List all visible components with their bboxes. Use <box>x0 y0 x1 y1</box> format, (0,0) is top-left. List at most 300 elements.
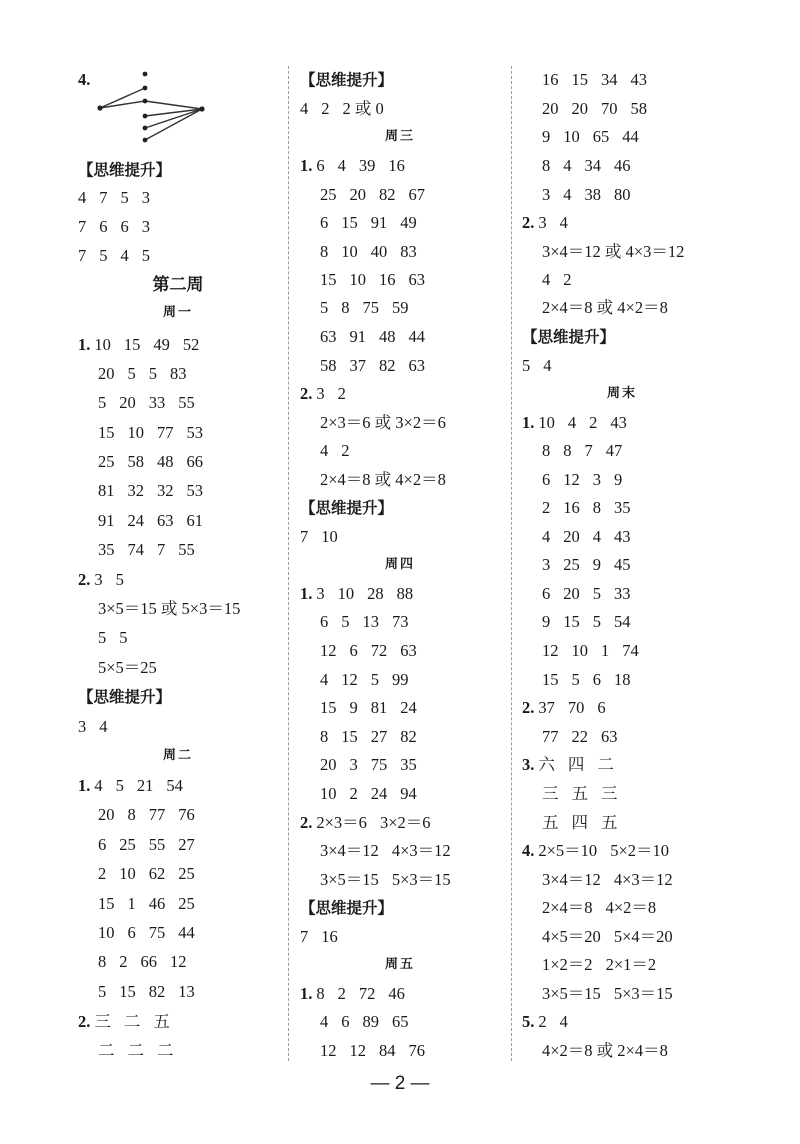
answer-value: 3 <box>141 217 150 236</box>
answer-row <box>78 776 183 796</box>
answer-row <box>78 717 108 737</box>
answer-value: 8 <box>542 156 551 175</box>
answer-row <box>300 841 451 861</box>
answer-row <box>522 527 631 547</box>
answer-value: 80 <box>614 185 631 204</box>
answer-row <box>300 327 425 347</box>
answer-value: 3×5＝15 或 5×3＝15 <box>98 599 241 618</box>
answer-value: 8 <box>592 498 601 517</box>
answer-value: 77 <box>542 727 559 746</box>
answer-value: 四 <box>567 755 585 774</box>
answer-value: 4 <box>320 1012 329 1031</box>
answer-row <box>78 923 195 943</box>
answer-value: 15 <box>571 70 588 89</box>
answer-value: 4×3＝12 <box>391 841 451 860</box>
answer-value: 5×5＝25 <box>98 658 157 677</box>
answer-value: 3 <box>78 717 87 736</box>
answer-value: 5 <box>115 776 124 795</box>
question-number: 5. <box>522 1012 535 1031</box>
answer-value: 8 <box>542 441 551 460</box>
answer-value: 73 <box>392 612 409 631</box>
answer-value: 15 <box>341 727 358 746</box>
answer-row <box>522 898 656 918</box>
answer-value: 15 <box>341 213 358 232</box>
answer-value: 45 <box>614 555 631 574</box>
section-title: 周末 <box>606 386 637 401</box>
answer-value: 18 <box>614 670 631 689</box>
question-number: 1. <box>78 335 91 354</box>
answer-value: 10 <box>571 641 588 660</box>
answer-value: 3×2＝6 <box>379 813 431 832</box>
answer-value: 89 <box>362 1012 379 1031</box>
answer-value: 5 <box>148 364 157 383</box>
answer-value: 63 <box>320 327 337 346</box>
answer-row <box>78 894 195 914</box>
answer-value: 15 <box>320 698 337 717</box>
answer-value: 99 <box>392 670 409 689</box>
answer-row <box>522 670 631 690</box>
answer-row <box>522 955 656 975</box>
answer-value: 47 <box>605 441 623 460</box>
answer-value: 二 <box>127 1041 144 1060</box>
answer-value: 75 <box>362 298 379 317</box>
answer-value: 44 <box>408 327 425 346</box>
answer-row <box>300 1041 425 1061</box>
answer-value: 7 <box>300 527 309 546</box>
answer-value: 5×2＝10 <box>610 841 669 860</box>
answer-value: 10 <box>563 127 580 146</box>
question-number: 1. <box>300 984 313 1003</box>
answer-value: 21 <box>136 776 154 795</box>
answer-row <box>300 99 384 119</box>
answer-value: 五 <box>153 1012 170 1031</box>
answer-value: 3 <box>592 470 601 489</box>
answer-row <box>300 356 425 376</box>
answer-value: 8 <box>320 727 329 746</box>
answer-row <box>78 952 187 972</box>
answer-value: 2 <box>349 784 358 803</box>
answer-value: 10 <box>119 864 136 883</box>
answer-value: 91 <box>98 511 115 530</box>
answer-value: 1 <box>601 641 610 660</box>
answer-value: 58 <box>320 356 337 375</box>
answer-value: 4 <box>592 527 601 546</box>
answer-value: 5 <box>522 356 531 375</box>
answer-value: 20 <box>98 805 115 824</box>
answer-value: 3 <box>94 570 103 589</box>
answer-value: 12 <box>170 952 187 971</box>
answer-value: 20 <box>542 99 559 118</box>
question-number: 4. <box>522 841 535 860</box>
answer-value: 五 <box>542 813 559 832</box>
answer-row <box>78 335 199 355</box>
answer-value: 1×2＝2 <box>542 955 593 974</box>
answer-value: 16 <box>379 270 396 289</box>
answer-value: 9 <box>592 555 601 574</box>
answer-row <box>522 727 618 747</box>
answer-value: 55 <box>148 835 166 854</box>
answer-value: 5 <box>98 628 107 647</box>
answer-row <box>78 805 195 825</box>
answer-value: 4×2＝8 <box>605 898 657 917</box>
answer-value: 3×4＝12 或 4×3＝12 <box>542 242 685 261</box>
answer-row <box>300 441 350 461</box>
answer-value: 10 <box>94 335 111 354</box>
answer-row <box>300 584 413 604</box>
answer-row <box>522 698 606 718</box>
answer-value: 3 <box>141 188 150 207</box>
answer-value: 8 <box>127 805 136 824</box>
answer-row <box>300 612 409 632</box>
answer-value: 82 <box>379 356 396 375</box>
answer-value: 6 <box>320 612 329 631</box>
answer-value: 5 <box>98 982 107 1001</box>
answer-value: 25 <box>98 452 115 471</box>
answer-row <box>78 511 203 531</box>
answer-value: 8 <box>316 984 325 1003</box>
answer-row <box>522 156 631 176</box>
answer-value: 72 <box>370 641 388 660</box>
answer-value: 34 <box>584 156 601 175</box>
answer-row <box>78 599 240 619</box>
answer-value: 4 <box>94 776 103 795</box>
answer-value: 4 <box>78 188 87 207</box>
answer-row <box>300 698 417 718</box>
answer-value: 3×5＝15 <box>320 870 379 889</box>
answer-value: 27 <box>370 727 388 746</box>
answer-value: 25 <box>563 555 580 574</box>
thinking-section-heading: 【思维提升】 <box>78 688 172 706</box>
answer-value: 39 <box>358 156 376 175</box>
line-matching-figure <box>95 68 215 148</box>
answer-row <box>522 555 631 575</box>
answer-value: 4 <box>567 413 577 432</box>
answer-value: 48 <box>379 327 396 346</box>
answer-value: 25 <box>119 835 136 854</box>
answer-row <box>300 413 446 433</box>
answer-value: 63 <box>408 270 425 289</box>
answer-value: 6 <box>98 835 107 854</box>
answer-value: 43 <box>630 70 647 89</box>
answer-value: 16 <box>542 70 559 89</box>
answer-value: 7 <box>78 217 87 236</box>
answer-row <box>300 727 417 747</box>
answer-value: 7 <box>99 188 108 207</box>
answer-row <box>300 813 431 833</box>
answer-value: 10 <box>127 423 144 442</box>
answer-row <box>522 298 668 318</box>
answer-value: 15 <box>98 894 115 913</box>
answer-value: 2 <box>538 1012 547 1031</box>
answer-value: 15 <box>98 423 115 442</box>
answer-value: 20 <box>119 393 136 412</box>
answer-row <box>78 364 187 384</box>
answer-value: 3×4＝12 <box>320 841 379 860</box>
answer-value: 66 <box>140 952 157 971</box>
answer-value: 六 <box>538 755 555 774</box>
answer-value: 77 <box>148 805 166 824</box>
answer-row <box>522 70 647 90</box>
answer-value: 24 <box>370 784 388 803</box>
answer-value: 49 <box>400 213 417 232</box>
answer-value: 55 <box>178 540 195 559</box>
answer-value: 5×4＝20 <box>613 927 673 946</box>
answer-value: 7 <box>584 441 593 460</box>
answer-value: 4 <box>120 246 129 265</box>
answer-value: 8 <box>320 242 329 261</box>
column-divider <box>511 66 512 1061</box>
section-title: 周一 <box>162 305 193 320</box>
answer-value: 2 <box>119 952 128 971</box>
answer-value: 6 <box>127 923 136 942</box>
answer-row <box>78 835 195 855</box>
answer-value: 6 <box>542 584 551 603</box>
answer-value: 10 <box>349 270 366 289</box>
thinking-section-heading: 【思维提升】 <box>522 328 616 346</box>
answer-value: 63 <box>400 641 417 660</box>
answer-value: 74 <box>127 540 144 559</box>
answer-value: 22 <box>571 727 588 746</box>
answer-value: 27 <box>178 835 195 854</box>
answer-value: 4×2＝8 或 2×4＝8 <box>542 1041 668 1060</box>
answer-row <box>522 270 572 290</box>
thinking-section-heading: 【思维提升】 <box>300 71 394 89</box>
answer-value: 70 <box>601 99 618 118</box>
answer-row <box>522 356 552 376</box>
answer-row <box>78 1012 170 1032</box>
answer-row <box>522 413 627 433</box>
answer-value: 38 <box>584 185 601 204</box>
answer-value: 2×4＝8 <box>542 898 593 917</box>
answer-value: 4 <box>559 213 568 232</box>
answer-row <box>522 584 631 604</box>
answer-value: 2 或 0 <box>342 99 384 118</box>
answer-row <box>78 188 150 208</box>
answer-row <box>300 670 409 690</box>
answer-value: 4×5＝20 <box>542 927 601 946</box>
answer-value: 24 <box>400 698 417 717</box>
thinking-section-heading: 【思维提升】 <box>300 499 394 517</box>
answer-value: 5×3＝15 <box>613 984 673 1003</box>
answer-value: 13 <box>362 612 379 631</box>
answer-value: 48 <box>157 452 174 471</box>
answer-value: 2×4＝8 或 4×2＝8 <box>542 298 668 317</box>
answer-value: 5×3＝15 <box>391 870 451 889</box>
answer-value: 6 <box>320 213 329 232</box>
answer-value: 12 <box>542 641 559 660</box>
question-number: 1. <box>300 584 313 603</box>
answer-value: 33 <box>148 393 166 412</box>
answer-value: 12 <box>349 1041 366 1060</box>
answer-row <box>78 481 203 501</box>
answer-value: 82 <box>379 185 396 204</box>
answer-value: 37 <box>538 698 555 717</box>
answer-value: 81 <box>370 698 388 717</box>
answer-row <box>522 1041 668 1061</box>
answer-row <box>522 441 622 461</box>
answer-value: 二 <box>157 1041 174 1060</box>
answer-value: 5 <box>592 584 601 603</box>
answer-value: 13 <box>178 982 195 1001</box>
answer-value: 5 <box>320 298 329 317</box>
answer-value: 15 <box>123 335 141 354</box>
answer-value: 44 <box>178 923 195 942</box>
answer-value: 2 <box>337 984 346 1003</box>
answer-value: 43 <box>610 413 627 432</box>
answer-row <box>300 641 417 661</box>
answer-value: 5 <box>141 246 150 265</box>
answer-row <box>300 927 338 947</box>
answer-value: 6 <box>349 641 358 660</box>
answer-value: 91 <box>349 327 366 346</box>
answer-row <box>522 870 673 890</box>
answer-value: 2×5＝10 <box>538 841 598 860</box>
answer-value: 5 <box>592 612 601 631</box>
answer-value: 3 <box>316 384 325 403</box>
answer-value: 6 <box>542 470 551 489</box>
answer-value: 12 <box>320 641 337 660</box>
answer-value: 4 <box>99 717 108 736</box>
answer-value: 59 <box>392 298 409 317</box>
answer-value: 44 <box>622 127 639 146</box>
answer-value: 3 <box>542 555 551 574</box>
answer-value: 12 <box>320 1041 337 1060</box>
answer-value: 5 <box>127 364 136 383</box>
answer-value: 20 <box>563 584 580 603</box>
answer-value: 7 <box>157 540 166 559</box>
answer-row <box>300 527 338 547</box>
answer-value: 82 <box>148 982 166 1001</box>
answer-value: 63 <box>157 511 174 530</box>
question-number: 2. <box>522 698 535 717</box>
answer-row <box>300 755 417 775</box>
answer-value: 五 <box>571 784 588 803</box>
answer-value: 74 <box>622 641 639 660</box>
answer-value: 四 <box>571 813 588 832</box>
answer-value: 54 <box>166 776 183 795</box>
answer-value: 5 <box>99 246 108 265</box>
answer-value: 65 <box>592 127 610 146</box>
answer-value: 4 <box>542 527 551 546</box>
answer-value: 75 <box>370 755 388 774</box>
question-number: 2. <box>300 384 313 403</box>
section-title: 周二 <box>162 748 193 763</box>
answer-value: 8 <box>563 441 572 460</box>
answer-row <box>522 784 618 804</box>
answer-value: 55 <box>178 393 195 412</box>
answer-row <box>300 384 346 404</box>
answer-value: 10 <box>337 584 355 603</box>
answer-row <box>78 246 150 266</box>
answer-value: 4 <box>300 99 309 118</box>
answer-row <box>522 498 631 518</box>
answer-value: 10 <box>341 242 358 261</box>
answer-value: 4 <box>320 441 329 460</box>
answer-value: 16 <box>388 156 405 175</box>
answer-value: 46 <box>388 984 405 1003</box>
answer-value: 63 <box>601 727 618 746</box>
answer-value: 5 <box>98 393 107 412</box>
answer-value: 10 <box>98 923 115 942</box>
answer-value: 1 <box>127 894 136 913</box>
answer-value: 61 <box>186 511 203 530</box>
answer-value: 9 <box>349 698 358 717</box>
answer-value: 2 <box>341 441 350 460</box>
answer-value: 33 <box>614 584 631 603</box>
answer-row <box>300 984 405 1004</box>
answer-value: 10 <box>320 784 337 803</box>
answer-value: 81 <box>98 481 115 500</box>
answer-row <box>522 641 639 661</box>
answer-value: 15 <box>542 670 559 689</box>
answer-value: 3 <box>316 584 325 603</box>
question-number: 2. <box>300 813 313 832</box>
answer-row <box>522 612 631 632</box>
answer-value: 2×3＝6 <box>316 813 367 832</box>
answer-value: 28 <box>367 584 384 603</box>
question-number: 1. <box>78 776 91 795</box>
answer-value: 76 <box>178 805 195 824</box>
answer-value: 83 <box>400 242 417 261</box>
answer-value: 9 <box>614 470 623 489</box>
answer-value: 2 <box>589 413 598 432</box>
answer-value: 5 <box>341 612 350 631</box>
answer-value: 20 <box>98 364 115 383</box>
answer-value: 三 <box>601 784 618 803</box>
answer-row <box>522 99 647 119</box>
question-number: 4. <box>78 70 91 89</box>
answer-value: 8 <box>341 298 350 317</box>
answer-value: 20 <box>563 527 580 546</box>
answer-value: 20 <box>571 99 588 118</box>
answer-value: 58 <box>630 99 647 118</box>
question-number: 2. <box>522 213 535 232</box>
page-number: — 2 — <box>370 1073 430 1094</box>
answer-value: 5 <box>120 188 129 207</box>
answer-row <box>78 423 203 443</box>
answer-value: 8 <box>98 952 107 971</box>
section-title: 周三 <box>384 129 415 144</box>
answer-row <box>300 156 405 176</box>
answer-row <box>300 784 417 804</box>
answer-row <box>300 298 409 318</box>
answer-value: 53 <box>186 423 203 442</box>
answer-row <box>78 982 195 1002</box>
answer-value: 4 <box>542 270 551 289</box>
answer-value: 66 <box>186 452 203 471</box>
answer-value: 2 <box>563 270 572 289</box>
answer-value: 五 <box>601 813 618 832</box>
answer-row <box>78 864 195 884</box>
answer-value: 75 <box>148 923 166 942</box>
answer-value: 2 <box>321 99 330 118</box>
answer-row <box>522 984 673 1004</box>
answer-value: 88 <box>396 584 414 603</box>
answer-value: 5 <box>115 570 124 589</box>
answer-value: 63 <box>408 356 425 375</box>
answer-row <box>522 470 622 490</box>
answer-value: 35 <box>400 755 417 774</box>
answer-value: 53 <box>186 481 203 500</box>
answer-value: 77 <box>157 423 174 442</box>
answer-value: 52 <box>182 335 200 354</box>
answer-row <box>522 242 684 262</box>
answer-value: 6 <box>99 217 108 236</box>
answer-value: 46 <box>614 156 631 175</box>
answer-value: 76 <box>408 1041 425 1060</box>
answer-value: 46 <box>148 894 166 913</box>
answer-value: 6 <box>341 1012 350 1031</box>
